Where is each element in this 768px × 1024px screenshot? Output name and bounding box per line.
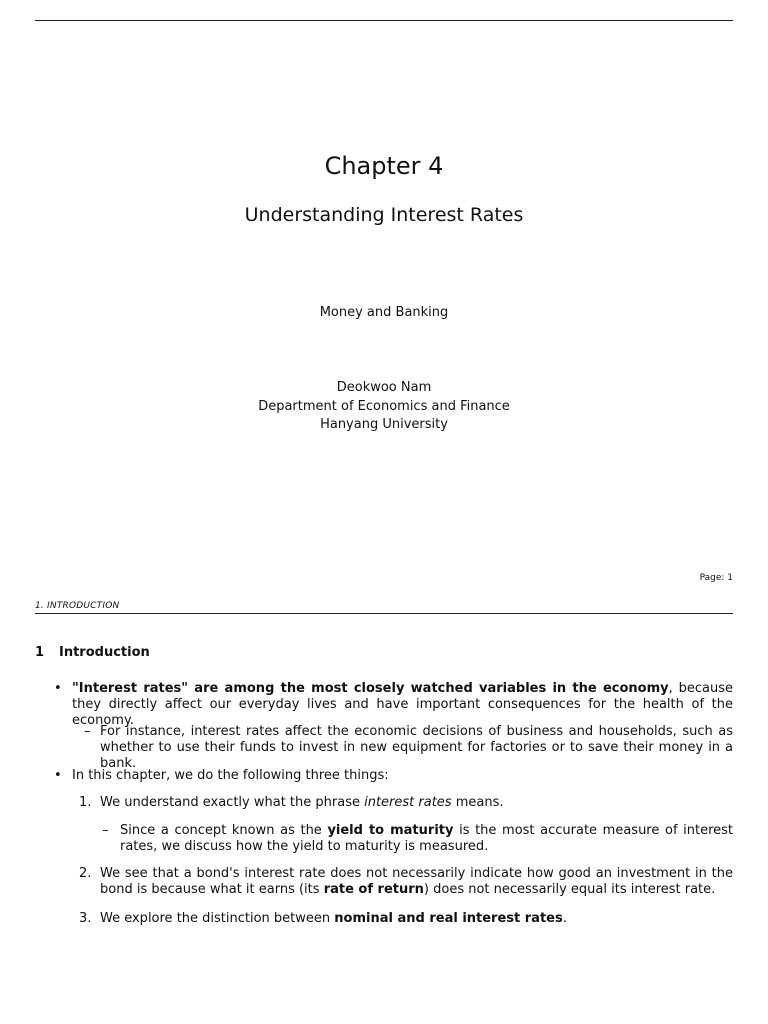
bullet-1-bold: "Interest rates" are among the most closely watched variables in the economy	[72, 681, 669, 696]
section-title: Introduction	[59, 645, 150, 660]
item-1-sub-pre: Since a concept known as the	[120, 823, 328, 838]
item-2-number: 2.	[79, 866, 92, 881]
item-3-text	[100, 911, 733, 927]
item-1-text	[100, 795, 733, 811]
department-name: Department of Economics and Finance	[258, 399, 510, 414]
bullet-2-text: In this chapter, we do the following three things:	[72, 768, 389, 783]
item-1-sub-bold: yield to maturity	[327, 823, 454, 838]
author-name: Deokwoo Nam	[336, 380, 432, 395]
course-name: Money and Banking	[319, 305, 449, 320]
dash-marker: –	[102, 823, 109, 838]
running-header: 1. INTRODUCTION	[35, 601, 120, 611]
chapter-title: Chapter 4	[324, 152, 444, 180]
university-name: Hanyang University	[320, 417, 448, 432]
item-2-pre: We see that a bond's interest rate does not necessarily indicate how good an investment in the bond is because what it earns (its	[100, 866, 733, 897]
item-1-number: 1.	[79, 795, 92, 810]
item-1-sub-post: is the most accurate measure of interest rates, we discuss how the yield to maturity is measured.	[120, 823, 734, 854]
page-number: Page: 1	[699, 573, 733, 583]
item-2-post: ) does not necessarily equal its interest rate.	[423, 882, 716, 897]
item-1-subitem	[120, 823, 733, 855]
item-3-post: .	[562, 911, 567, 926]
item-3-number: 3.	[79, 911, 92, 926]
bullet-1-rest: , because they directly affect our everyday lives and have important consequences for the health of the economy.	[72, 681, 733, 728]
item-2-bold: rate of return	[323, 882, 424, 897]
section-number: 1	[35, 645, 45, 660]
header-rule	[35, 613, 733, 614]
top-rule	[35, 20, 733, 21]
item-1-emphasis: interest rates	[364, 795, 452, 810]
item-3-bold: nominal and real interest rates	[334, 911, 563, 926]
item-1-post: means.	[451, 795, 504, 810]
bullet-marker: •	[54, 681, 62, 696]
bullet-marker: •	[54, 768, 62, 783]
item-3-pre: We explore the distinction between	[100, 911, 335, 926]
dash-marker: –	[84, 724, 91, 739]
bullet-1-text	[72, 681, 733, 729]
item-2-text	[100, 866, 733, 898]
bullet-1-subitem: For instance, interest rates affect the economic decisions of business and households, such as whether to use their funds to invest in new equipment for factories or to save their money in a bank.	[100, 724, 733, 771]
item-1-pre: We understand exactly what the phrase	[100, 795, 365, 810]
chapter-subtitle: Understanding Interest Rates	[244, 204, 524, 226]
